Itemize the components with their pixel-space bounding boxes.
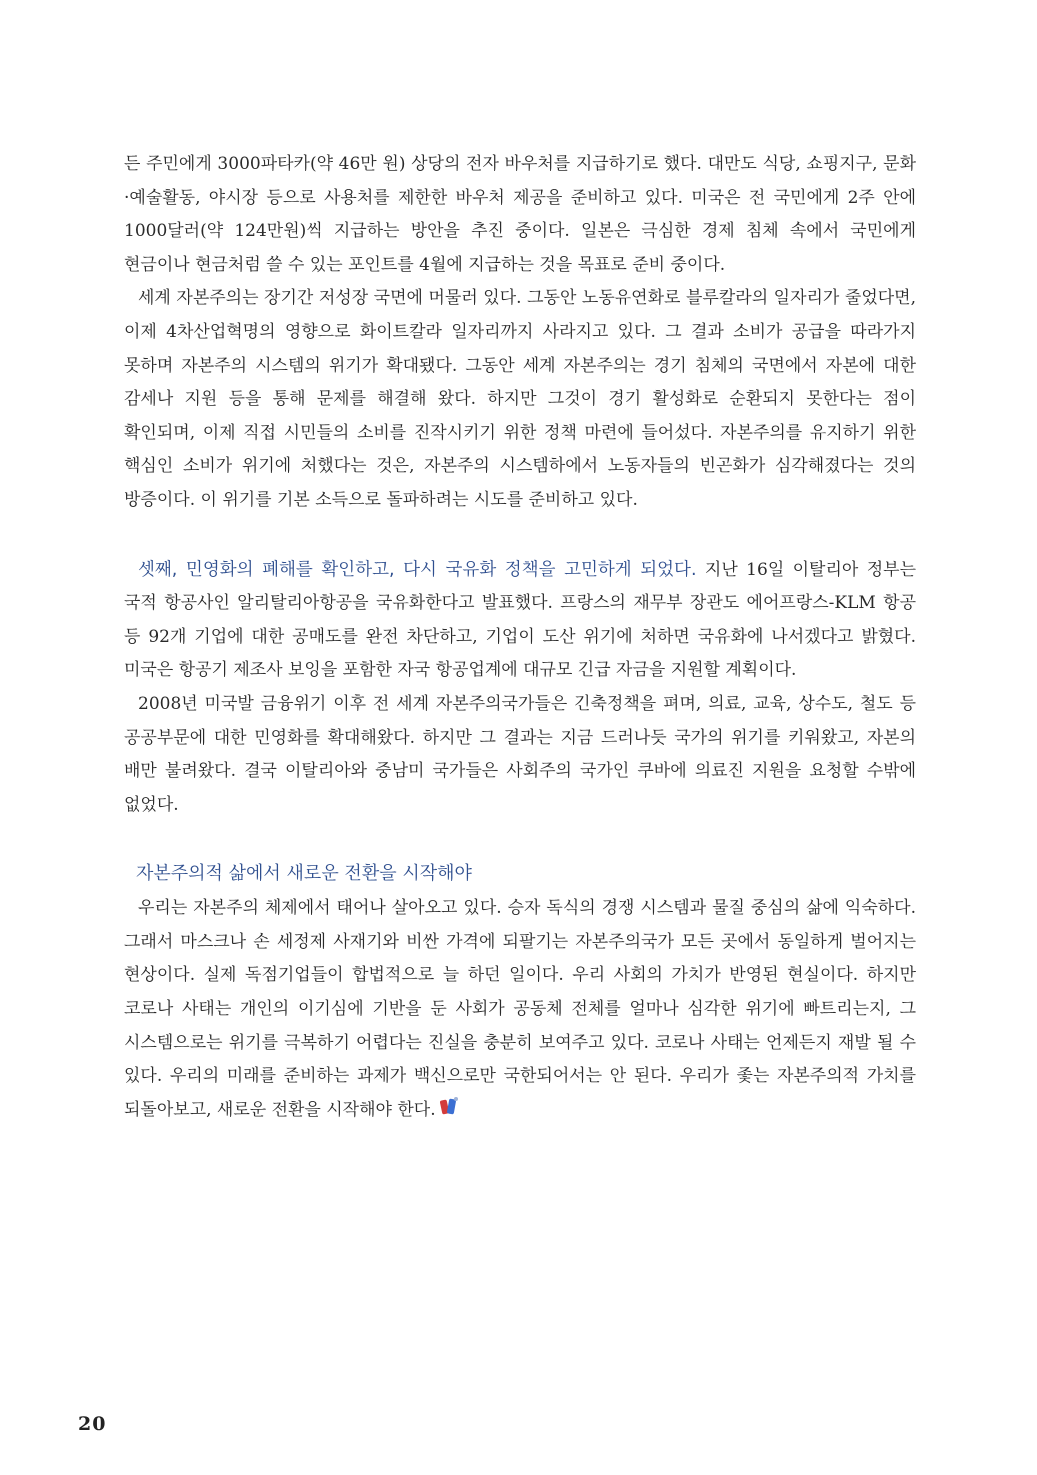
- article-body: [124, 148, 916, 1127]
- paragraph-transition-text: 우리는 자본주의 체제에서 태어나 살아오고 있다. 승자 독식의 경쟁 시스템과 물질 중심의 삶에 익숙하다. 그래서 마스크나 손 세정제 사재기와 비싼 가격에 되팔기는 자본주의국가 모든 곳에서 동일하게 벌어지는 현상이다. 실제 독점기업들이 합법적으로 늘 하던 일이다. 우리 사회의 가치가 반영된 현실이다. 하지만 코로나 사태는 개인의 이기심에 기반을 둔 사회가 공동체 전체를 얼마나 심각한 위기에 빠트리는지, 그 시스템으로는 위기를 극복하기 어렵다는 진실을 충분히 보여주고 있다. 코로나 사태는 언제든지 재발 될 수 있다. 우리의 미래를 준비하는 과제가 백신으로만 국한되어서는 안 된다. 우리가 좇는 자본주의적 가치를 되돌아보고, 새로운 전환을 시작해야 한다.: [124, 898, 916, 1120]
- end-of-article-icon: [438, 1097, 460, 1117]
- paragraph-nationalization: [124, 554, 916, 688]
- paragraph-transition: [124, 892, 916, 1127]
- paragraph-nationalization-text: 지난 16일 이탈리아 정부는 국적 항공사인 알리탈리아항공을 국유화한다고 발표했다. 프랑스의 재무부 장관도 에어프랑스-KLM 항공 등 92개 기업에 대한 공매도를 완전 차단하고, 기업이 도산 위기에 처하면 국유화에 나서겠다고 밝혔다. 미국은 항공기 제조사 보잉을 포함한 자국 항공업계에 대규모 긴급 자금을 지원할 계획이다.: [124, 559, 916, 681]
- page-number: 20: [78, 1413, 107, 1435]
- paragraph-gap: [124, 518, 916, 554]
- paragraph-capitalism-crisis: 세계 자본주의는 장기간 저성장 국면에 머물러 있다. 그동안 노동유연화로 블루칼라의 일자리가 줄었다면, 이제 4차산업혁명의 영향으로 화이트칼라 일자리까지 사라지고 있다. 그 결과 소비가 공급을 따라가지 못하며 자본주의 시스템의 위기가 확대됐다. 그동안 세계 자본주의는 경기 침체의 국면에서 자본에 대한 감세나 지원 등을 통해 문제를 해결해 왔다. 하지만 그것이 경기 활성화로 순환되지 못한다는 점이 확인되며, 이제 직접 시민들의 소비를 진작시키기 위한 정책 마련에 들어섰다. 자본주의를 유지하기 위한 핵심인 소비가 위기에 처했다는 것은, 자본주의 시스템하에서 노동자들의 빈곤화가 심각해졌다는 것의 방증이다. 이 위기를 기본 소득으로 돌파하려는 시도를 준비하고 있다.: [124, 288, 916, 510]
- point-heading-third: 셋째, 민영화의 폐해를 확인하고, 다시 국유화 정책을 고민하게 되었다.: [138, 559, 697, 580]
- paragraph-vouchers: 든 주민에게 3000파타카(약 46만 원) 상당의 전자 바우처를 지급하기로 했다. 대만도 식당, 쇼핑지구, 문화·예술활동, 야시장 등으로 사용처를 제한한 바우처 제공을 준비하고 있다. 미국은 전 국민에게 2주 안에 1000달러(약 124만원)씩 지급하는 방안을 추진 중이다. 일본은 극심한 경제 침체 속에서 국민에게 현금이나 현금처럼 쓸 수 있는 포인트를 4월에 지급하는 것을 목표로 준비 중이다.: [124, 154, 916, 275]
- section-heading: 자본주의적 삶에서 새로운 전환을 시작해야: [136, 863, 472, 885]
- section-gap: [124, 822, 916, 856]
- paragraph-privatization: 2008년 미국발 금융위기 이후 전 세계 자본주의국가들은 긴축정책을 펴며, 의료, 교육, 상수도, 철도 등 공공부문에 대한 민영화를 확대해왔다. 하지만 그 결과는 지금 드러나듯 국가의 위기를 키워왔고, 자본의 배만 불려왔다. 결국 이탈리아와 중남미 국가들은 사회주의 국가인 쿠바에 의료진 지원을 요청할 수밖에 없었다.: [124, 693, 916, 815]
